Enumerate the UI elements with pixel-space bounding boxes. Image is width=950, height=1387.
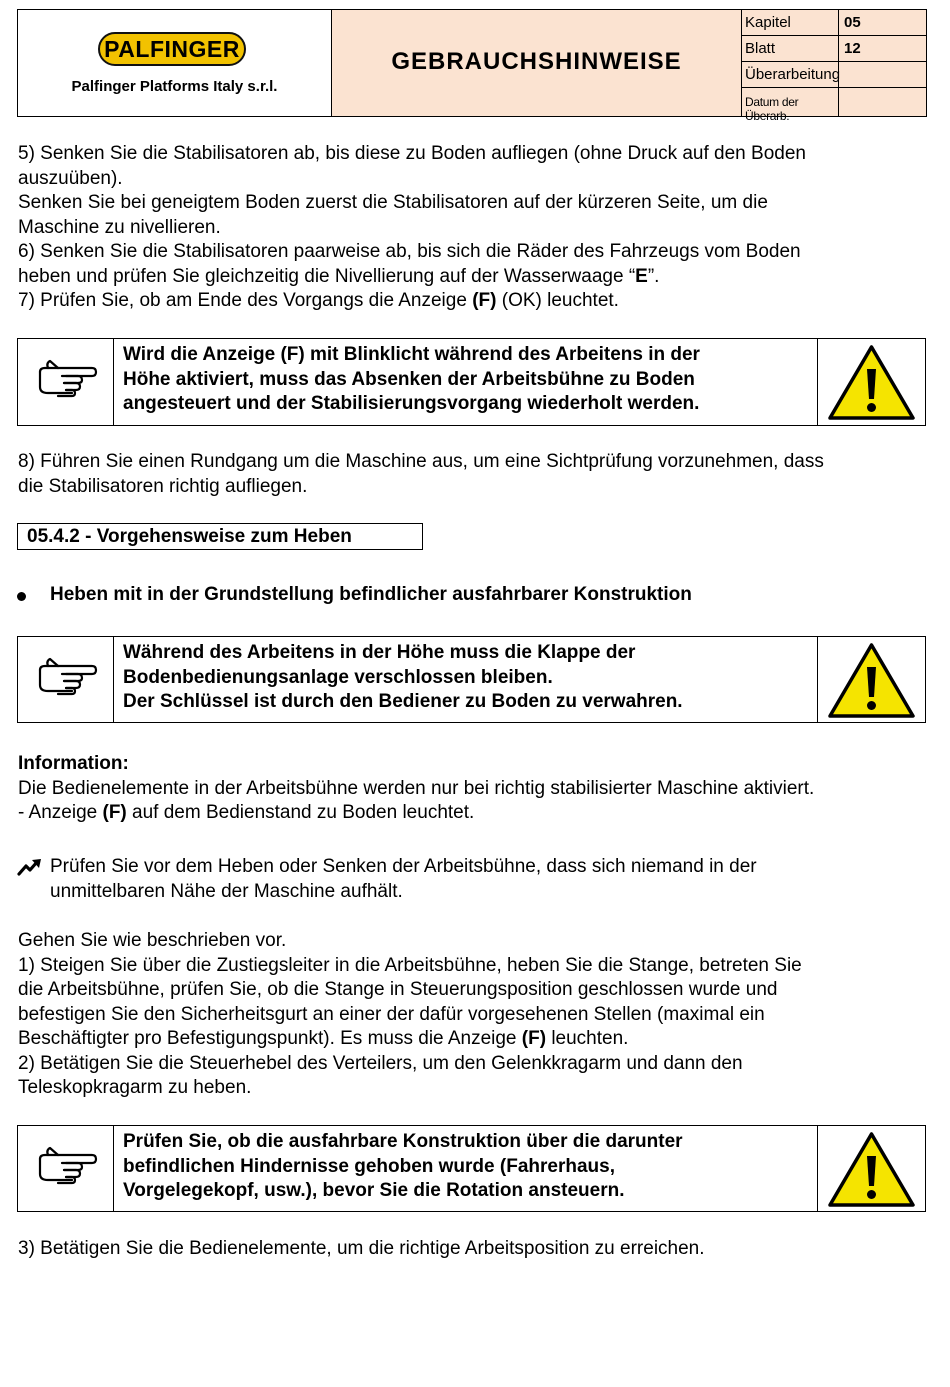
title-cell (332, 10, 742, 116)
note-text (115, 637, 818, 722)
warning-triangle-icon (818, 1126, 925, 1211)
text-span: leuchten. (546, 1028, 629, 1049)
meta-label: Blatt (742, 36, 839, 61)
text-line: Gehen Sie wie beschrieben vor. (18, 930, 287, 951)
arrow-hint-icon (17, 857, 45, 877)
paragraph-steps-1-2 (18, 929, 930, 1101)
meta-label: Datum der Überarb. (742, 88, 839, 116)
logo-cell (18, 10, 332, 116)
meta-value (840, 88, 926, 116)
meta-row-datum (742, 88, 926, 123)
text-line: 2) Betätigen Sie die Steuerhebel des Verteilers, um den Gelenkkragarm und dann den (18, 1052, 743, 1074)
text-line (18, 265, 930, 290)
palfinger-logo: PALFINGER (98, 32, 246, 66)
paragraph-step-3: 3) Betätigen Sie die Bedienelemente, um die richtige Arbeitsposition zu erreichen. (18, 1238, 705, 1259)
text-line: Vorgelegekopf, usw.), bevor Sie die Rotation ansteuern. (123, 1180, 625, 1201)
text-line: Senken Sie bei geneigtem Boden zuerst die Stabilisatoren auf der kürzeren Seite, um die (18, 192, 768, 213)
text-line: Während des Arbeitens in der Höhe muss die Klappe der (123, 642, 636, 663)
text-line: befestigen Sie den Sicherheitsgurt an einer der dafür vorgesehenen Stellen (maximal ein (18, 1003, 765, 1025)
note-box-3 (17, 1125, 926, 1212)
note-text (115, 339, 818, 425)
document-title: GEBRAUCHSHINWEISE (391, 48, 682, 75)
bold-span: (F) (521, 1028, 547, 1049)
text-line: Maschine zu nivellieren. (18, 216, 221, 238)
paragraph-steps-5-7 (18, 142, 930, 314)
text-span: auf dem Bedienstand zu Boden leuchtet. (126, 802, 475, 823)
text-line: Bodenbedienungsanlage verschlossen bleiben. (123, 666, 553, 688)
note-box-1 (17, 338, 926, 426)
text-span: ”. (647, 265, 660, 287)
bullet-heading: Heben mit in der Grundstellung befindlicher ausfahrbarer Konstruktion (50, 584, 692, 605)
note-text (115, 1126, 818, 1211)
text-line: befindlichen Hindernisse gehoben wurde (Fahrerhaus, (123, 1155, 615, 1177)
text-line: Prüfen Sie, ob die ausfahrbare Konstruktion über die darunter (123, 1131, 683, 1152)
text-line: Prüfen Sie vor dem Heben oder Senken der Arbeitsbühne, dass sich niemand in der (50, 856, 757, 877)
text-line: 1) Steigen Sie über die Zustiegsleiter in die Arbeitsbühne, heben Sie die Stange, betreten Sie (18, 954, 802, 976)
text-line: 5) Senken Sie die Stabilisatoren ab, bis diese zu Boden aufliegen (ohne Druck auf den Boden (18, 143, 806, 164)
warning-triangle-icon (818, 339, 925, 425)
company-name: Palfinger Platforms Italy s.r.l. (71, 78, 278, 95)
note-box-2 (17, 636, 926, 723)
meta-value: 12 (844, 40, 861, 57)
pointing-hand-icon (18, 637, 114, 722)
text-line: die Stabilisatoren richtig aufliegen. (18, 475, 308, 497)
text-span: 7) Prüfen Sie, ob am Ende des Vorgangs die Anzeige (18, 290, 473, 311)
bold-span: (F) (472, 290, 497, 311)
warning-triangle-icon (818, 637, 925, 722)
bold-span: (F) (102, 802, 127, 823)
text-line: Wird die Anzeige (F) mit Blinklicht während des Arbeitens in der (123, 344, 700, 365)
text-span: (OK) leuchtet. (496, 290, 619, 311)
meta-value: 05 (844, 14, 861, 31)
text-span: heben und prüfen Sie gleichzeitig die Nivellierung auf der Wasserwaage “ (18, 265, 636, 287)
meta-row-blatt (742, 36, 926, 62)
text-line: auszuüben). (18, 167, 123, 189)
information-block (18, 752, 930, 826)
text-line (18, 1027, 930, 1052)
text-line: unmittelbaren Nähe der Maschine aufhält. (50, 880, 403, 902)
hint-text (50, 855, 920, 904)
text-line (18, 289, 930, 314)
text-line: Teleskopkragarm zu heben. (18, 1077, 252, 1098)
text-line: Die Bedienelemente in der Arbeitsbühne werden nur bei richtig stabilisierter Maschine aktiviert. (18, 777, 815, 799)
bullet-marker (17, 592, 26, 601)
bold-span: E (635, 265, 648, 287)
text-line: Höhe aktiviert, muss das Absenken der Arbeitsbühne zu Boden (123, 368, 695, 390)
text-span: - Anzeige (18, 802, 103, 823)
text-span: Beschäftigter pro Befestigungspunkt). Es muss die Anzeige (18, 1028, 522, 1049)
meta-label: Kapitel (742, 10, 839, 35)
text-line: angesteuert und der Stabilisierungsvorgang wiederholt werden. (123, 393, 700, 414)
text-line: Der Schlüssel ist durch den Bediener zu Boden zu verwahren. (123, 691, 683, 712)
text-line: 8) Führen Sie einen Rundgang um die Maschine aus, um eine Sichtprüfung vorzunehmen, dass (18, 451, 824, 472)
pointing-hand-icon (18, 339, 114, 425)
text-line: 6) Senken Sie die Stabilisatoren paarweise ab, bis sich die Räder des Fahrzeugs vom Boden (18, 241, 801, 262)
document-header (17, 9, 927, 123)
meta-row-ueberarbeitung (742, 62, 926, 88)
information-heading: Information: (18, 753, 129, 774)
text-line (18, 801, 930, 826)
meta-value (840, 62, 926, 87)
paragraph-step-8 (18, 450, 930, 499)
text-line: die Arbeitsbühne, prüfen Sie, ob die Stange in Steuerungsposition geschlossen wurde und (18, 979, 778, 1000)
meta-row-kapitel (742, 10, 926, 36)
section-heading: 05.4.2 - Vorgehensweise zum Heben (17, 523, 423, 550)
meta-table (742, 10, 926, 123)
pointing-hand-icon (18, 1126, 114, 1211)
meta-label: Überarbeitung (742, 62, 839, 87)
